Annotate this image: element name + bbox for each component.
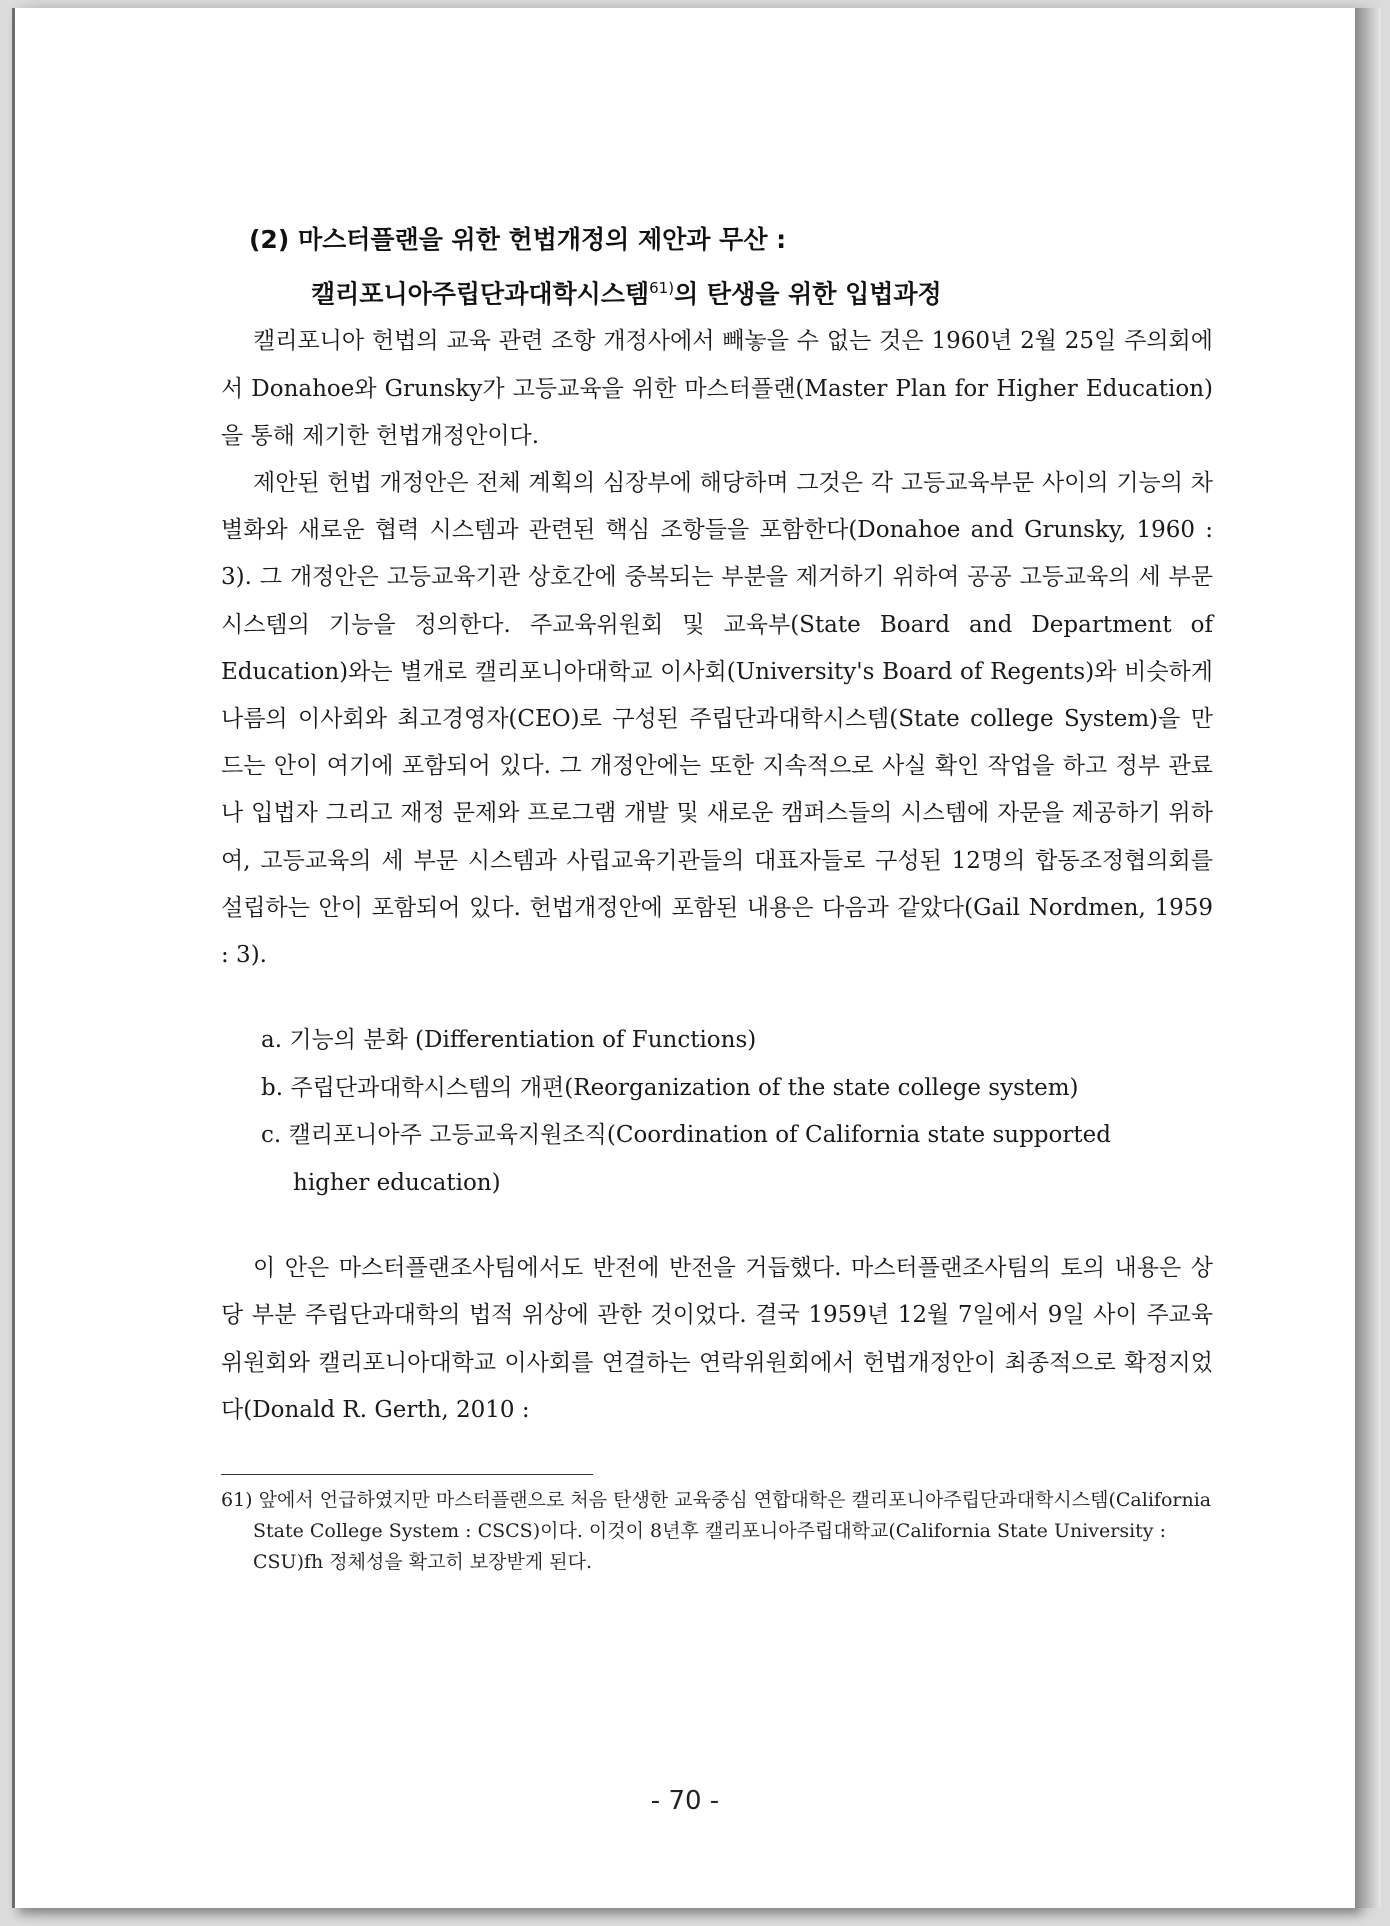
list-item-b: b. 주립단과대학시스템의 개편(Reorganization of the state college system) bbox=[261, 1074, 1079, 1101]
body-paragraph-3: 이 안은 마스터플랜조사팀에서도 반전에 반전을 거듭했다. 마스터플랜조사팀의 토의 내용은 상당 부분 주립단과대학의 법적 위상에 관한 것이었다. 결국 1959년 12월 7일에서 9일 사이 주교육위원회와 캘리포니아대학교 이사회를 연결하는 연락위원회에서 헌법개정안이 최종적으로 확정지었다(Donald R. Gerth, 2010 : bbox=[221, 1255, 1213, 1423]
list bbox=[221, 1017, 1213, 1207]
page-content bbox=[221, 216, 1213, 1578]
heading-line-1: (2) 마스터플랜을 위한 헌법개정의 제안과 무산 : bbox=[249, 225, 787, 254]
footnote-ref: 61) bbox=[649, 279, 675, 297]
list-item-c-continued: higher education) bbox=[293, 1169, 501, 1196]
footnote: 61) 앞에서 언급하였지만 마스터플랜으로 처음 탄생한 교육중심 연합대학은 캘리포니아주립단과대학시스템(California State College System : CSCS)이다. 이것이 8년후 캘리포니아주립대학교(California State University : CSU)fh 정체성을 확고히 보장받게 된다. bbox=[221, 1488, 1212, 1573]
body-paragraph-1: 캘리포니아 헌법의 교육 관련 조항 개정사에서 빼놓을 수 없는 것은 1960년 2월 25일 주의회에서 Donahoe와 Grunsky가 고등교육을 위한 마스터플랜(Master Plan for Higher Education)을 통해 제기한 헌법개정안이다. bbox=[221, 328, 1214, 449]
section-heading bbox=[221, 216, 1213, 318]
footnote-divider bbox=[221, 1474, 593, 1475]
page-number: - 70 - bbox=[650, 1786, 720, 1816]
list-item-a: a. 기능의 분화 (Differentiation of Functions) bbox=[261, 1027, 757, 1054]
body-paragraph-2: 제안된 헌법 개정안은 전체 계획의 심장부에 해당하며 그것은 각 고등교육부문 사이의 기능의 차별화와 새로운 협력 시스템과 관련된 핵심 조항들을 포함한다(Donahoe and Grunsky, 1960 : 3). 그 개정안은 고등교육기관 상호간에 중복되는 부분을 제거하기 위하여 공공 고등교육의 세 부문 시스템의 기능을 정의한다. 주교육위원회 및 교육부(State Board and Department of Education)와는 별개로 캘리포니아대학교 이사회(University's Board of Regents)와 비슷하게 나름의 이사회와 최고경영자(CEO)로 구성된 주립단과대학시스템(State college System)을 만드는 안이 여기에 포함되어 있다. 그 개정안에는 또한 지속적으로 사실 확인 작업을 하고 정부 관료나 입법자 그리고 재정 문제와 프로그램 개발 및 새로운 캠퍼스들의 시스템에 자문을 제공하기 위하여, 고등교육의 세 부문 시스템과 사립교육기관들의 대표자들로 구성된 12명의 합동조정협의회를 설립하는 안이 포함되어 있다. 헌법개정안에 포함된 내용은 다음과 같았다(Gail Nordmen, 1959 : 3). bbox=[221, 469, 1213, 968]
heading-line-2 bbox=[221, 264, 1213, 318]
list-item-c: c. 캘리포니아주 고등교육지원조직(Coordination of California state supported bbox=[261, 1122, 1111, 1149]
heading-line-2-main: 캘리포니아주립단과대학시스템 bbox=[311, 279, 650, 309]
document-page bbox=[12, 8, 1355, 1908]
heading-line-2-rest: 의 탄생을 위한 입법과정 bbox=[674, 279, 942, 309]
